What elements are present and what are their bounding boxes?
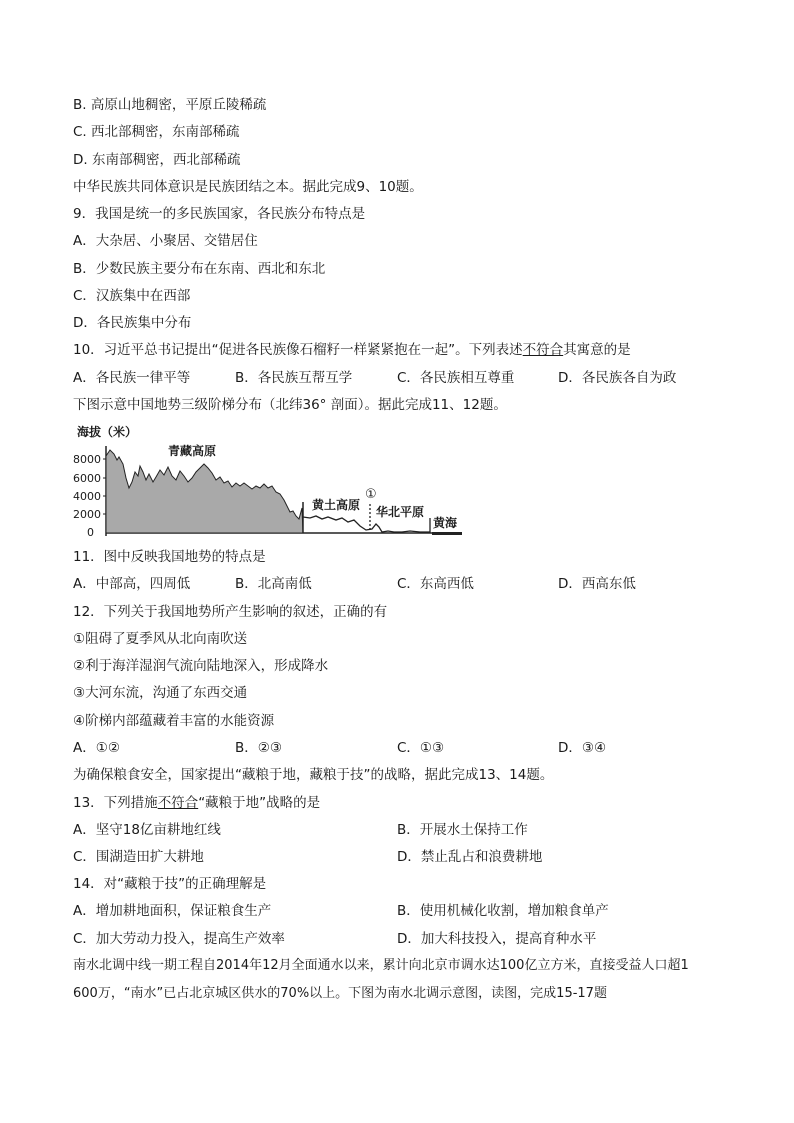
q13-text-post: “藏粮于地”战略的是 — [198, 795, 321, 811]
y-axis-label: 海拔（米） — [77, 425, 138, 439]
q10-option-b: B．各民族互帮互学 — [235, 370, 353, 386]
q10-option-a: A．各民族一律平等 — [73, 370, 191, 386]
q12-option-a: A．①② — [73, 740, 120, 756]
intro-15-17-line1: 南水北调中线一期工程自2014年12月全面通水以来，累计向北京市调水达100亿立方米，直接受益人口超1 — [73, 958, 689, 973]
intro-15-17-line2: 600万，“南水”已占北京城区供水的70%以上。下图为南水北调示意图，读图，完成15-17题 — [73, 986, 607, 1001]
label-qingzang-plateau: 青藏高原 — [168, 444, 217, 458]
y-tick-8000: 8000 — [73, 453, 101, 466]
question-10 — [73, 341, 631, 359]
q13-option-d: D．禁止乱占和浪费耕地 — [397, 849, 543, 865]
q9-option-a: A．大杂居、小聚居、交错居住 — [73, 233, 258, 249]
question-9: 9．我国是统一的多民族国家，各民族分布特点是 — [73, 206, 366, 222]
label-marker-1: ① — [365, 487, 377, 502]
q13-option-c: C．围湖造田扩大耕地 — [73, 849, 204, 865]
q9-option-b: B．少数民族主要分布在东南、西北和东北 — [73, 261, 326, 277]
intro-11-12: 下图示意中国地势三级阶梯分布（北纬36° 剖面）。据此完成11、12题。 — [73, 397, 507, 413]
q11-option-d: D．西高东低 — [558, 576, 636, 592]
q14-option-d: D．加大科技投入，提高育种水平 — [397, 931, 597, 947]
q10-text-pre: 10．习近平总书记提出“促进各民族像石榴籽一样紧紧抱在一起”。下列表述 — [73, 342, 523, 358]
q12-statement-4: ④阶梯内部蕴藏着丰富的水能资源 — [73, 713, 275, 729]
q10-option-c: C．各民族相互尊重 — [397, 370, 515, 386]
q12-statement-2: ②利于海洋湿润气流向陆地深入，形成降水 — [73, 658, 329, 674]
option-d: D. 东南部稠密，西北部稀疏 — [73, 152, 241, 168]
q13-option-b: B．开展水土保持工作 — [397, 822, 528, 838]
option-c: C. 西北部稠密，东南部稀疏 — [73, 124, 240, 140]
label-huangtu-plateau: 黄土高原 — [312, 498, 361, 512]
question-12: 12．下列关于我国地势所产生影响的叙述，正确的有 — [73, 604, 388, 620]
q14-option-a: A．增加耕地面积，保证粮食生产 — [73, 903, 272, 919]
q14-option-b: B．使用机械化收割，增加粮食单产 — [397, 903, 609, 919]
terrain-profile-figure — [70, 420, 470, 542]
q12-option-c: C．①③ — [397, 740, 445, 756]
q10-text-post: 其寓意的是 — [563, 342, 631, 358]
sea-surface — [432, 532, 462, 535]
q13-text-pre: 13．下列措施 — [73, 795, 158, 811]
q11-option-a: A．中部高，四周低 — [73, 576, 191, 592]
option-b: B. 高原山地稠密，平原丘陵稀疏 — [73, 97, 267, 113]
q9-option-c: C．汉族集中在西部 — [73, 288, 191, 304]
q11-option-c: C．东高西低 — [397, 576, 474, 592]
label-huanghai: 黄海 — [433, 516, 458, 530]
y-tick-0: 0 — [87, 526, 94, 539]
y-tick-4000: 4000 — [73, 490, 101, 503]
question-14: 14．对“藏粮于技”的正确理解是 — [73, 876, 267, 892]
q12-statement-3: ③大河东流，沟通了东西交通 — [73, 685, 248, 701]
q12-option-b: B．②③ — [235, 740, 282, 756]
q12-option-d: D．③④ — [558, 740, 607, 756]
intro-9-10: 中华民族共同体意识是民族团结之本。据此完成9、10题。 — [73, 179, 423, 195]
q10-option-d: D．各民族各自为政 — [558, 370, 677, 386]
q12-statement-1: ①阻碍了夏季风从北向南吹送 — [73, 631, 248, 647]
q14-option-c: C．加大劳动力投入，提高生产效率 — [73, 931, 285, 947]
q13-option-a: A．坚守18亿亩耕地红线 — [73, 822, 221, 838]
qingzang-plateau-profile — [106, 450, 303, 533]
label-huabei-plain: 华北平原 — [376, 505, 425, 519]
y-tick-6000: 6000 — [73, 472, 101, 485]
question-13 — [73, 794, 320, 812]
y-tick-2000: 2000 — [73, 508, 101, 521]
q10-underlined: 不符合 — [522, 342, 564, 358]
question-11: 11．图中反映我国地势的特点是 — [73, 549, 266, 565]
q13-underlined: 不符合 — [157, 795, 199, 811]
q11-option-b: B．北高南低 — [235, 576, 312, 592]
intro-13-14: 为确保粮食安全，国家提出“藏粮于地，藏粮于技”的战略，据此完成13、14题。 — [73, 767, 554, 783]
q9-option-d: D．各民族集中分布 — [73, 315, 192, 331]
